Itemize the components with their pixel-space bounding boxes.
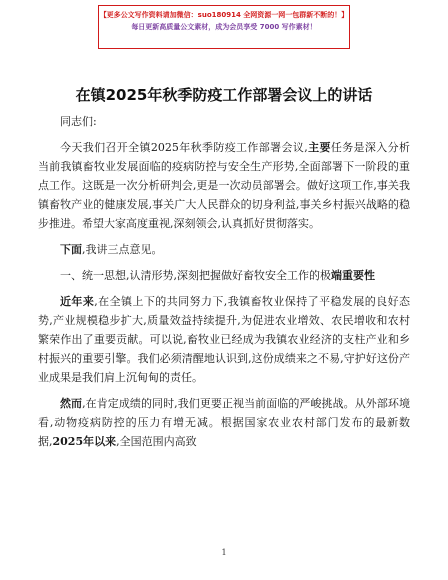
paragraph-transition-text: ,我讲三点意见。 bbox=[82, 243, 163, 256]
paragraph-transition-bold: 下面 bbox=[60, 243, 82, 256]
promo-banner[interactable] bbox=[98, 5, 350, 49]
paragraph-transition bbox=[38, 240, 410, 259]
paragraph-challenges-bold-2: 2025年以来 bbox=[52, 435, 117, 448]
section-heading-1-bold: 端重要性 bbox=[331, 269, 375, 282]
document-title: 在镇2025年秋季防疫工作部署会议上的讲话 bbox=[75, 86, 373, 104]
paragraph-achievements bbox=[38, 292, 410, 387]
paragraph-intro-lead: 今天我们召开全镇2025年秋季防疫工作部署会议, bbox=[60, 141, 308, 154]
document-body bbox=[38, 112, 410, 458]
paragraph-intro-bold: 主要 bbox=[307, 141, 331, 154]
section-heading-1-lead: 一、统一思想,认清形势,深刻把握做好畜牧安全工作的极 bbox=[60, 269, 331, 282]
promo-line-1: 【更多公文写作资料请加微信：suo180914 全网资源一网一包群新不断的！】 bbox=[99, 11, 349, 19]
paragraph-challenges-bold: 然而 bbox=[60, 397, 83, 410]
paragraph-challenges-text-2: ,全国范围内高致 bbox=[116, 435, 197, 448]
section-heading-1 bbox=[38, 266, 410, 285]
paragraph-achievements-text: ,在全镇上下的共同努力下,我镇畜牧业保持了平稳发展的良好态势,产业规模稳步扩大,质量效益持续提升,为促进农业增效、农民增收和农村繁荣作出了重要贡献。可以说,畜牧业已经成为我镇农业经济的支柱产业和乡村振兴的重要引擎。我们必须清醒地认识到,这份成绩来之不易,守护好这份产业成果是我们肩上沉甸甸的责任。 bbox=[38, 295, 410, 384]
paragraph-achievements-bold: 近年来 bbox=[60, 295, 95, 308]
page-number: 1 bbox=[221, 548, 227, 557]
salutation: 同志们: bbox=[60, 115, 97, 128]
paragraph-challenges bbox=[38, 394, 410, 451]
paragraph-challenges-text: ,在肯定成绩的同时,我们更要正视当前面临的严峻挑战。从外部环境看,动物疫病防控的压力有增无减。根据国家农业农村部门发布的最新数据, bbox=[38, 397, 410, 448]
paragraph-intro bbox=[38, 138, 410, 233]
promo-line-2: 每日更新高质量公文素材，成为会员享受 7000 写作素材！ bbox=[131, 23, 317, 31]
paragraph-intro-text: 任务是深入分析当前我镇畜牧业发展面临的疫病防控与安全生产形势,全面部署下一阶段的重点工作。这既是一次分析研判会,更是一次动员部署会。做好这项工作,事关我镇畜牧产业的健康发展,事关广大人民群众的切身利益,事关乡村振兴战略的稳步推进。希望大家高度重视,深刻领会,认真抓好贯彻落实。 bbox=[38, 141, 411, 230]
